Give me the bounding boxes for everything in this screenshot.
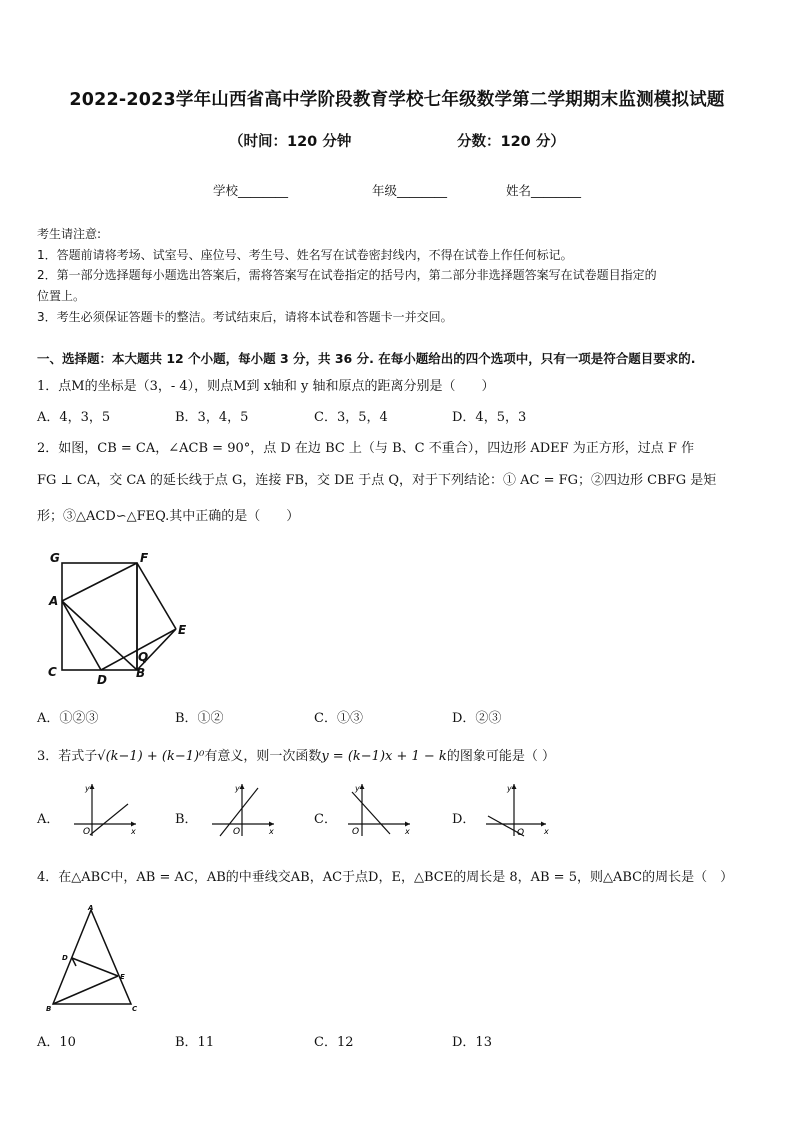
note-item: 位置上。 <box>37 289 86 303</box>
q2-stem-line1: 2．如图，CB = CA，∠ACB = 90°，点 D 在边 BC 上（与 B、C 不重合），四边形 ADEF 为正方形，过点 F 作 <box>37 441 695 456</box>
tri-label-c: C <box>132 1005 138 1013</box>
q4-option-b: B．11 <box>175 1035 215 1050</box>
tri-label-a: A <box>88 904 94 912</box>
q1-option-c: C．3，5，4 <box>314 410 388 425</box>
axis-x: x <box>269 827 274 836</box>
axis-x: x <box>131 827 136 836</box>
q2-option-d: D．②③ <box>452 711 502 726</box>
q3-stem-mid: 有意义，则一次函数 <box>204 749 322 764</box>
q3-option-c: C． <box>314 812 337 827</box>
axis-x: x <box>544 827 549 836</box>
q1-option-b: B．3，4，5 <box>175 410 249 425</box>
label-a: A <box>49 594 59 608</box>
axis-origin: O <box>517 828 525 838</box>
axis-origin: O <box>233 827 241 837</box>
grade-field: 年级________ <box>372 183 448 198</box>
q3-stem-pre: 3．若式子 <box>37 749 98 764</box>
notes-heading: 考生请注意: <box>37 227 102 241</box>
label-g: G <box>50 551 60 565</box>
note-item: 3．考生必须保证答题卡的整洁。考试结束后，请将本试卷和答题卡一并交回。 <box>37 310 453 324</box>
q4-option-a: A．10 <box>37 1035 76 1050</box>
axis-origin: O <box>352 827 360 837</box>
tri-label-d: D <box>62 954 68 962</box>
tri-label-b: B <box>46 1005 52 1013</box>
q3-option-b: B． <box>175 812 198 827</box>
q2-option-a: A．①②③ <box>37 711 99 726</box>
exam-title: 2022-2023学年山西省高中学阶段教育学校七年级数学第二学期期末监测模拟试题 <box>69 90 725 110</box>
school-field: 学校________ <box>213 183 289 198</box>
label-e: E <box>178 623 187 637</box>
exam-time: （时间：120 分钟 <box>229 134 352 150</box>
q1-option-d: D．4，5，3 <box>452 410 527 425</box>
q3-graph-d <box>482 780 557 840</box>
q3-function: y = (k−1)x + 1 − k <box>321 749 447 764</box>
q3-graph-a <box>68 780 143 840</box>
q1-option-a: A．4，3，5 <box>37 410 111 425</box>
exam-score: 分数：120 分） <box>457 134 565 150</box>
axis-y: y <box>355 784 360 793</box>
q4-triangle-figure <box>38 904 148 1016</box>
q2-stem-line2: FG ⊥ CA，交 CA 的延长线于点 G，连接 FB，交 DE 于点 Q，对于下列结论：① AC = FG；②四边形 CBFG 是矩 <box>37 473 717 488</box>
note-item: 1．答题前请将考场、试室号、座位号、考生号、姓名写在试卷密封线内，不得在试卷上作任何标记。 <box>37 248 573 262</box>
axis-x: x <box>405 827 410 836</box>
q4-option-d: D．13 <box>452 1035 492 1050</box>
q3-graph-b <box>206 780 281 840</box>
q2-square-figure <box>40 545 200 690</box>
q3-expression: √(k−1) + (k−1)⁰ <box>97 749 205 764</box>
axis-y: y <box>235 784 240 793</box>
q1-stem: 1．点M的坐标是（3，- 4），则点M到 x轴和 y 轴和原点的距离分别是（ ） <box>37 379 495 394</box>
q3-graph-c <box>344 780 419 840</box>
q3-stem-post: 的图象可能是（ ） <box>446 749 555 764</box>
q2-stem-line3: 形；③△ACD∽△FEQ.其中正确的是（ ） <box>37 509 300 524</box>
section-heading: 一、选择题：本大题共 12 个小题，每小题 3 分，共 36 分. 在每小题给出的四个选项中，只有一项是符合题目要求的. <box>37 351 696 366</box>
label-c: C <box>48 665 57 679</box>
label-f: F <box>140 551 149 565</box>
label-q: Q <box>138 650 149 664</box>
q2-option-b: B．①② <box>175 711 224 726</box>
q3-stem <box>37 745 555 764</box>
axis-y: y <box>507 784 512 793</box>
q4-stem: 4．在△ABC中，AB = AC，AB的中垂线交AB，AC于点D，E，△BCE的周长是 8，AB = 5，则△ABC的周长是（ ） <box>37 870 734 885</box>
q2-option-c: C．①③ <box>314 711 363 726</box>
q3-option-a: A． <box>37 812 60 827</box>
q4-option-c: C．12 <box>314 1035 354 1050</box>
axis-y: y <box>85 784 90 793</box>
note-item: 2．第一部分选择题每小题选出答案后，需将答案写在试卷指定的括号内，第二部分非选择题答案写在试卷题目指定的 <box>37 268 657 282</box>
label-b: B <box>136 666 146 680</box>
tri-label-e: E <box>120 973 125 981</box>
q3-option-d: D． <box>452 812 476 827</box>
axis-origin: O <box>83 827 91 837</box>
label-d: D <box>97 673 107 687</box>
name-field: 姓名________ <box>506 183 582 198</box>
